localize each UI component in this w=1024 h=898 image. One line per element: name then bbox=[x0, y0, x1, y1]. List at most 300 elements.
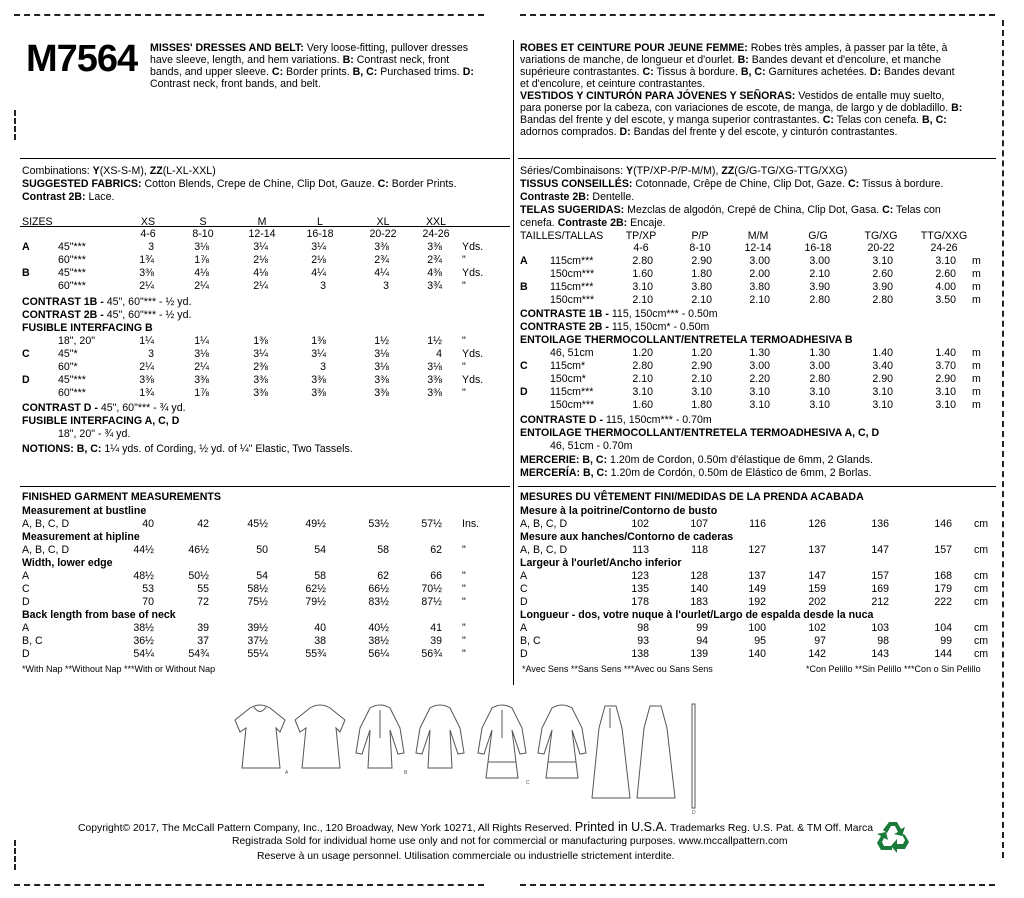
mesure-value: 142 bbox=[808, 648, 826, 660]
description-line bbox=[520, 54, 962, 66]
contraste-1b-line bbox=[520, 308, 718, 320]
footer-line-1 bbox=[78, 820, 873, 834]
metrage-value: 2.00 bbox=[749, 268, 770, 280]
measure-value: 50 bbox=[256, 544, 268, 556]
desc-seg: C: bbox=[271, 66, 284, 78]
unit-label: " bbox=[462, 335, 466, 347]
unit-label: " bbox=[462, 622, 466, 634]
measure-value: 40 bbox=[142, 518, 154, 530]
description-french-spanish bbox=[520, 42, 962, 138]
contraste-1b-line-seg: 115, 150cm*** - 0.50m bbox=[611, 308, 718, 320]
unit-label: m bbox=[972, 255, 981, 267]
mesure-title: Largeur à l'ourlet/Ancho inferior bbox=[520, 557, 682, 569]
unit-label: m bbox=[972, 360, 981, 372]
unit-label: m bbox=[972, 399, 981, 411]
taille-range: 20-22 bbox=[867, 242, 895, 254]
mesure-value: 99 bbox=[696, 622, 708, 634]
combinaisons-line bbox=[520, 165, 847, 177]
metrage-value: 3.00 bbox=[749, 360, 770, 372]
yardage-value: 1½ bbox=[374, 335, 389, 347]
view-label: C bbox=[520, 360, 528, 372]
fabric-width: 46, 51cm bbox=[550, 347, 594, 359]
desc-seg: Purchased trims. bbox=[377, 66, 463, 78]
yardage-value: 3 bbox=[383, 280, 389, 292]
description-line bbox=[520, 102, 962, 114]
pattern-code: M7564 bbox=[26, 38, 138, 80]
description-line bbox=[520, 66, 962, 78]
metrage-value: 1.80 bbox=[691, 268, 712, 280]
taille-range: 4-6 bbox=[633, 242, 649, 254]
contrast-2b-line-seg: CONTRAST 2B - bbox=[22, 309, 107, 321]
desc-seg: MISSES' DRESSES AND BELT: bbox=[150, 42, 304, 54]
combinations-line-seg: Y bbox=[92, 165, 100, 177]
sketch-belt-d bbox=[692, 704, 695, 808]
tailles-header: TAILLES/TALLAS bbox=[520, 230, 604, 242]
mesure-value: 99 bbox=[940, 635, 952, 647]
sketch-view-b-back bbox=[416, 705, 464, 768]
desc-seg: Bandas del frente y del escote, y cinturón contrastantes. bbox=[630, 126, 898, 138]
metrage-value: 2.90 bbox=[691, 360, 712, 372]
description-english bbox=[150, 42, 474, 90]
unit-label: cm bbox=[974, 596, 989, 608]
mesure-view: A, B, C, D bbox=[520, 518, 568, 530]
mesure-value: 140 bbox=[748, 648, 766, 660]
sketch-label-d: D bbox=[692, 810, 696, 816]
metrage-value: 2.10 bbox=[809, 268, 830, 280]
combinations-line-seg: ZZ bbox=[149, 165, 163, 177]
mesure-value: 222 bbox=[934, 596, 952, 608]
unit-label: " bbox=[462, 280, 466, 292]
tissus-line-seg: TISSUS CONSEILLÉS: bbox=[520, 178, 633, 190]
mesure-value: 94 bbox=[696, 635, 708, 647]
measure-value: 54¾ bbox=[188, 648, 209, 660]
mesure-value: 183 bbox=[690, 596, 708, 608]
measure-value: 46½ bbox=[188, 544, 209, 556]
description-line bbox=[520, 42, 962, 54]
yardage-value: 1⅞ bbox=[194, 254, 209, 266]
mesure-value: 146 bbox=[934, 518, 952, 530]
metrage-value: 1.40 bbox=[872, 347, 893, 359]
sketch-view-a-front bbox=[235, 705, 285, 768]
measure-value: 58 bbox=[377, 544, 389, 556]
desc-seg: B: bbox=[342, 54, 354, 66]
taille-range: 24-26 bbox=[930, 242, 958, 254]
combinations-line bbox=[22, 165, 216, 177]
mesure-view: C bbox=[520, 583, 528, 595]
desc-seg: B: bbox=[737, 54, 749, 66]
mesure-value: 144 bbox=[934, 648, 952, 660]
measure-value: 70½ bbox=[421, 583, 442, 595]
contrast-2b-line-seg: 45", 60"*** - ½ yd. bbox=[106, 309, 192, 321]
telas-line-seg: C: bbox=[882, 204, 894, 216]
measure-view: A, B, C, D bbox=[22, 544, 70, 556]
measure-value: 79½ bbox=[305, 596, 326, 608]
measure-value: 44½ bbox=[133, 544, 154, 556]
sketch-view-b-front bbox=[356, 705, 404, 768]
yardage-value: 4¼ bbox=[311, 267, 326, 279]
desc-seg: Border prints. bbox=[283, 66, 353, 78]
taille-header: P/P bbox=[691, 230, 709, 242]
measure-value: 54 bbox=[314, 544, 326, 556]
measure-value: 49½ bbox=[305, 518, 326, 530]
measure-value: 56¾ bbox=[421, 648, 442, 660]
unit-label: " bbox=[462, 387, 466, 399]
description-line bbox=[150, 54, 474, 66]
metrage-value: 2.20 bbox=[749, 373, 770, 385]
printed-in-usa: Printed in U.S.A. bbox=[574, 820, 668, 834]
metrage-value: 1.30 bbox=[809, 347, 830, 359]
metrage-value: 3.10 bbox=[632, 281, 653, 293]
unit-label: " bbox=[462, 583, 466, 595]
metrage-value: 3.10 bbox=[872, 399, 893, 411]
measure-view: B, C bbox=[22, 635, 43, 647]
measure-value: 53½ bbox=[368, 518, 389, 530]
mesure-title: Mesure aux hanches/Contorno de caderas bbox=[520, 531, 734, 543]
bottom-cut-line-right bbox=[520, 884, 995, 886]
metrage-value: 2.90 bbox=[872, 373, 893, 385]
desc-seg: B, C: bbox=[922, 114, 947, 126]
desc-seg: have sleeve, length, and hem variations. bbox=[150, 54, 343, 66]
metrage-value: 2.80 bbox=[809, 294, 830, 306]
yardage-value: 4¼ bbox=[374, 267, 389, 279]
measure-view: A bbox=[22, 570, 30, 582]
contraste-2b-line-seg: CONTRASTE 2B - bbox=[520, 321, 612, 333]
mesure-value: 169 bbox=[871, 583, 889, 595]
sketch-label-a: A bbox=[285, 770, 289, 776]
recycle-icon bbox=[875, 820, 911, 854]
mesure-value: 100 bbox=[748, 622, 766, 634]
tissus-line bbox=[520, 178, 943, 190]
fabric-width: 45"* bbox=[58, 348, 78, 360]
desc-seg: Contrast neck, front bands, and belt. bbox=[150, 78, 321, 90]
measure-value: 39 bbox=[197, 622, 209, 634]
yardage-value: 3⅜ bbox=[427, 374, 442, 386]
metrage-value: 2.10 bbox=[749, 294, 770, 306]
yardage-value: 4⅛ bbox=[194, 267, 209, 279]
mesure-value: 147 bbox=[871, 544, 889, 556]
measure-value: 40 bbox=[314, 622, 326, 634]
metrage-value: 3.10 bbox=[935, 255, 956, 267]
unit-label: Ins. bbox=[462, 518, 480, 530]
unit-label: cm bbox=[974, 518, 989, 530]
description-line bbox=[520, 114, 962, 126]
size-range: 16-18 bbox=[306, 228, 334, 240]
telas-line-seg: TELAS SUGERIDAS: bbox=[520, 204, 625, 216]
measure-value: 39 bbox=[430, 635, 442, 647]
mesure-view: B, C bbox=[520, 635, 541, 647]
mesure-view: A bbox=[520, 570, 528, 582]
desc-seg: D: bbox=[869, 66, 881, 78]
desc-seg: B: bbox=[951, 102, 963, 114]
mesure-value: 137 bbox=[748, 570, 766, 582]
mesure-title: Mesure à la poitrine/Contorno de busto bbox=[520, 505, 718, 517]
taille-header: TP/XP bbox=[625, 230, 657, 242]
unit-label: " bbox=[462, 635, 466, 647]
fabric-width: 45"*** bbox=[58, 267, 86, 279]
metrage-value: 2.80 bbox=[632, 255, 653, 267]
taille-range: 16-18 bbox=[804, 242, 832, 254]
fabric-width: 60"* bbox=[58, 361, 78, 373]
metrage-value: 3.10 bbox=[935, 386, 956, 398]
right-cut-line bbox=[1002, 20, 1004, 858]
fabric-width: 60"*** bbox=[58, 280, 86, 292]
metrage-value: 3.10 bbox=[691, 386, 712, 398]
taille-header: TG/XG bbox=[864, 230, 898, 242]
measure-value: 50½ bbox=[188, 570, 209, 582]
unit-label: m bbox=[972, 294, 981, 306]
measure-value: 48½ bbox=[133, 570, 154, 582]
yardage-value: 3⅜ bbox=[311, 374, 326, 386]
metrage-value: 3.80 bbox=[749, 281, 770, 293]
measure-value: 36½ bbox=[133, 635, 154, 647]
desc-seg: D: bbox=[462, 66, 474, 78]
desc-seg: variations de manche, de longueur et d'ourlet. bbox=[520, 54, 738, 66]
desc-seg: C: bbox=[822, 114, 834, 126]
metrage-value: 3.10 bbox=[749, 386, 770, 398]
measure-value: 38½ bbox=[368, 635, 389, 647]
metrage-value: 3.10 bbox=[935, 399, 956, 411]
measure-value: 66½ bbox=[368, 583, 389, 595]
yardage-value: 1¼ bbox=[194, 335, 209, 347]
fabric-width: 60"*** bbox=[58, 254, 86, 266]
measure-value: 39½ bbox=[247, 622, 268, 634]
entoilage-b-title: ENTOILAGE THERMOCOLLANT/ENTRETELA TERMOADHESIVA B bbox=[520, 334, 853, 346]
garment-sketches bbox=[230, 698, 700, 818]
fabric-width: 60"*** bbox=[58, 387, 86, 399]
left-cut-line-bottom bbox=[14, 840, 16, 870]
measure-value: 57½ bbox=[421, 518, 442, 530]
desc-seg: para ponerse por la cabeza, con variaciones de escote, de manga, de largo y de dobladillo. bbox=[520, 102, 952, 114]
metrage-value: 1.80 bbox=[691, 399, 712, 411]
measure-value: 53 bbox=[142, 583, 154, 595]
measure-value: 58½ bbox=[247, 583, 268, 595]
metrage-value: 3.00 bbox=[749, 255, 770, 267]
combinaisons-line-seg: Séries/Combinaisons: bbox=[520, 165, 626, 177]
yardage-value: 3⅜ bbox=[427, 387, 442, 399]
size-header: S bbox=[199, 216, 207, 228]
yardage-value: 3¼ bbox=[311, 348, 326, 360]
fabric-width: 150cm* bbox=[550, 373, 586, 385]
fabric-width: 150cm*** bbox=[550, 399, 595, 411]
mesure-value: 143 bbox=[871, 648, 889, 660]
contraste-d-line-seg: CONTRASTE D - bbox=[520, 414, 606, 426]
yardage-value: 3⅜ bbox=[139, 267, 154, 279]
mesure-view: A bbox=[520, 622, 528, 634]
telas-line-2-seg: Encaje. bbox=[627, 217, 666, 229]
measure-value: 40½ bbox=[368, 622, 389, 634]
fabric-width: 150cm*** bbox=[550, 294, 595, 306]
sketch-view-c-back bbox=[538, 705, 586, 778]
mesure-value: 140 bbox=[690, 583, 708, 595]
size-range: 12-14 bbox=[248, 228, 276, 240]
contrast-2b-fabric-line-seg: Lace. bbox=[85, 191, 115, 203]
metrage-value: 3.10 bbox=[872, 255, 893, 267]
size-header: XXL bbox=[425, 216, 447, 228]
tissus-line-seg: Tissus à bordure. bbox=[859, 178, 944, 190]
unit-label: Yds. bbox=[462, 374, 484, 386]
measure-value: 37½ bbox=[247, 635, 268, 647]
mesure-value: 118 bbox=[691, 544, 708, 556]
measure-value: 54¼ bbox=[133, 648, 154, 660]
mesure-value: 137 bbox=[808, 544, 826, 556]
description-line bbox=[150, 42, 474, 54]
metrage-value: 2.60 bbox=[872, 268, 893, 280]
view-label: A bbox=[520, 255, 528, 267]
mesure-value: 104 bbox=[934, 622, 952, 634]
merceria-line-seg: 1.20m de Cordón, 0.50m de Elástico de 6mm, 2 Borlas. bbox=[607, 467, 872, 479]
merceria-line-seg: MERCERÍA: B, C: bbox=[520, 467, 608, 479]
size-range: 8-10 bbox=[192, 228, 214, 240]
yardage-value: 2⅛ bbox=[253, 254, 268, 266]
tissus-line-seg: Cotonnade, Crêpe de Chine, Clip Dot, Gaze. bbox=[632, 178, 848, 190]
unit-label: " bbox=[462, 596, 466, 608]
metrage-value: 2.80 bbox=[632, 360, 653, 372]
combinations-line-seg: (L-XL-XXL) bbox=[162, 165, 216, 177]
telas-line bbox=[520, 204, 941, 216]
desc-seg: B, C: bbox=[352, 66, 378, 78]
contrast-d-line-seg: 45", 60"*** - ¾ yd. bbox=[100, 402, 186, 414]
desc-seg: Bandes devant et d'encolure, et manche bbox=[748, 54, 942, 66]
metrage-value: 1.20 bbox=[691, 347, 712, 359]
size-header: XS bbox=[140, 216, 156, 228]
metrage-value: 2.10 bbox=[691, 373, 712, 385]
fabric-width: 115cm*** bbox=[550, 255, 594, 267]
fusible-b-title: FUSIBLE INTERFACING B bbox=[22, 322, 153, 334]
yardage-value: 3⅛ bbox=[374, 361, 389, 373]
footer-line-3: Reserve à un usage personnel. Utilisation commerciale ou industrielle strictement interdite. bbox=[257, 851, 675, 862]
unit-label: cm bbox=[974, 648, 989, 660]
contrast-2b-line bbox=[22, 309, 191, 321]
size-header: XL bbox=[376, 216, 390, 228]
taille-header: TTG/XXG bbox=[920, 230, 968, 242]
mesure-value: 93 bbox=[637, 635, 649, 647]
measure-view: A bbox=[22, 622, 30, 634]
metrage-value: 3.10 bbox=[809, 386, 830, 398]
suggested-fabrics-line-seg: Border Prints. bbox=[388, 178, 457, 190]
metrage-value: 3.50 bbox=[935, 294, 956, 306]
merceria-line bbox=[520, 467, 872, 479]
mesure-value: 102 bbox=[808, 622, 826, 634]
yardage-value: 1¾ bbox=[139, 387, 154, 399]
mesure-value: 102 bbox=[631, 518, 649, 530]
contraste-d-line bbox=[520, 414, 712, 426]
measure-view: D bbox=[22, 596, 30, 608]
yardage-value: 3⅜ bbox=[311, 387, 326, 399]
measure-value: 72 bbox=[197, 596, 209, 608]
sketch-label-b: B bbox=[404, 770, 408, 776]
desc-seg: Contrast neck, front bbox=[353, 54, 450, 66]
mesure-view: A, B, C, D bbox=[520, 544, 568, 556]
contrast-d-line bbox=[22, 402, 186, 414]
view-label: B bbox=[22, 267, 30, 279]
fabric-width: 18", 20" bbox=[58, 335, 95, 347]
fusible-acd-title: FUSIBLE INTERFACING A, C, D bbox=[22, 415, 180, 427]
contrast-1b-line-seg: 45", 60"*** - ½ yd. bbox=[106, 296, 192, 308]
telas-line-2 bbox=[520, 217, 665, 229]
measure-value: 62 bbox=[430, 544, 442, 556]
measure-value: 62½ bbox=[305, 583, 326, 595]
combinaisons-line-seg: Y bbox=[625, 165, 634, 177]
contraste-2b-fabric-line-seg: Contraste 2B: bbox=[520, 191, 590, 203]
contraste-d-line-seg: 115, 150cm*** - 0.70m bbox=[605, 414, 712, 426]
desc-seg: Very loose-fitting, pullover dresses bbox=[303, 42, 469, 54]
measure-value: 66 bbox=[430, 570, 442, 582]
contraste-2b-fabric-line-seg: Dentelle. bbox=[589, 191, 635, 203]
metrage-value: 1.40 bbox=[935, 347, 956, 359]
metrage-value: 1.20 bbox=[632, 347, 653, 359]
mesure-value: 135 bbox=[631, 583, 649, 595]
yardage-value: 2¼ bbox=[253, 280, 268, 292]
yardage-value: 2⅜ bbox=[253, 361, 268, 373]
contrast-1b-line bbox=[22, 296, 191, 308]
mesures-title: MESURES DU VÊTEMENT FINI/MEDIDAS DE LA PRENDA ACABADA bbox=[520, 491, 864, 503]
desc-seg: bands, and upper sleeve. bbox=[150, 66, 272, 78]
unit-label: Yds. bbox=[462, 348, 484, 360]
unit-label: Yds. bbox=[462, 241, 484, 253]
pelillo-note: *Con Pelillo **Sin Pelillo ***Con o Sin Pelillo bbox=[806, 664, 981, 674]
yardage-value: 3 bbox=[148, 241, 154, 253]
unit-label: Yds. bbox=[462, 267, 484, 279]
yardage-value: 2¼ bbox=[194, 280, 209, 292]
unit-label: " bbox=[462, 544, 466, 556]
metrage-value: 3.90 bbox=[809, 281, 830, 293]
yardage-value: 3⅜ bbox=[253, 387, 268, 399]
combinaisons-line-seg: ZZ bbox=[721, 165, 735, 177]
yardage-value: 2⅛ bbox=[311, 254, 326, 266]
yardage-value: 3 bbox=[320, 361, 326, 373]
mesure-value: 159 bbox=[808, 583, 826, 595]
suggested-fabrics-line-seg: SUGGESTED FABRICS: bbox=[22, 178, 142, 190]
measure-view: D bbox=[22, 648, 30, 660]
yardage-value: 1⅜ bbox=[253, 335, 268, 347]
mesure-value: 127 bbox=[748, 544, 766, 556]
mesure-value: 139 bbox=[690, 648, 708, 660]
yardage-value: 3⅛ bbox=[374, 348, 389, 360]
metrage-value: 2.60 bbox=[935, 268, 956, 280]
measure-title: Measurement at hipline bbox=[22, 531, 140, 543]
yardage-value: 2¼ bbox=[139, 361, 154, 373]
description-line bbox=[520, 126, 962, 138]
metrage-value: 2.10 bbox=[691, 294, 712, 306]
suggested-fabrics-line-seg: Cotton Blends, Crepe de Chine, Clip Dot, Gauze. bbox=[141, 178, 378, 190]
measure-value: 58 bbox=[314, 570, 326, 582]
metrage-value: 2.10 bbox=[632, 294, 653, 306]
measure-value: 83½ bbox=[368, 596, 389, 608]
mesure-value: 192 bbox=[748, 596, 766, 608]
unit-label: m bbox=[972, 373, 981, 385]
left-divider-3 bbox=[20, 486, 510, 487]
fabric-width: 115cm*** bbox=[550, 386, 594, 398]
footer-line-2: Registrada Sold for individual home use only and not for commercial or manufacturing purposes. www.mccallpattern.com bbox=[232, 836, 788, 847]
sizes-header: SIZES bbox=[22, 216, 53, 228]
yardage-value: 3⅜ bbox=[139, 374, 154, 386]
sketch-view-c-front bbox=[478, 705, 526, 778]
right-divider-3 bbox=[518, 486, 996, 487]
measure-value: 62 bbox=[377, 570, 389, 582]
mesure-value: 97 bbox=[814, 635, 826, 647]
measure-value: 38 bbox=[314, 635, 326, 647]
unit-label: " bbox=[462, 648, 466, 660]
metrage-value: 3.10 bbox=[632, 386, 653, 398]
metrage-value: 2.10 bbox=[632, 373, 653, 385]
desc-seg: Bandas del frente y del escote, y manga superior contrastantes. bbox=[520, 114, 823, 126]
mesure-value: 123 bbox=[631, 570, 649, 582]
measure-value: 75½ bbox=[247, 596, 268, 608]
size-header: M bbox=[257, 216, 267, 228]
trademark-text: Trademarks Reg. U.S. Pat. & TM Off. Marca bbox=[667, 823, 874, 834]
mesure-title: Longueur - dos, votre nuque à l'ourlet/Largo de espalda desde la nuca bbox=[520, 609, 874, 621]
metrage-value: 1.60 bbox=[632, 399, 653, 411]
